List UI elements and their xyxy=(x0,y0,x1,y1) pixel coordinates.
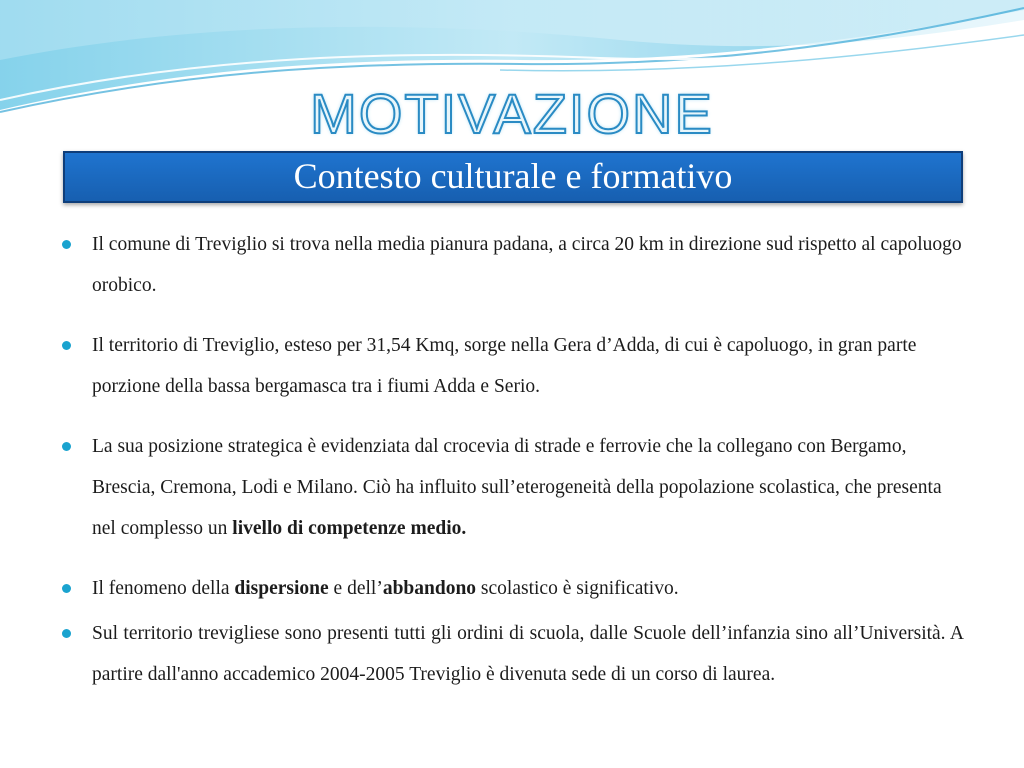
bullet-dot-icon xyxy=(62,584,71,593)
bullet-item xyxy=(62,568,964,609)
bullet-item xyxy=(62,613,964,695)
bullet-item xyxy=(62,325,964,407)
bullet-bold-text: livello di competenze medio. xyxy=(232,518,467,539)
bullet-bold-text: dispersione xyxy=(234,578,329,599)
bullet-bold-text: abbandono xyxy=(382,578,477,599)
bullet-text: La sua posizione strategica è evidenziata dal crocevia di strade e ferrovie che la collegano con Bergamo, Brescia, Cremona, Lodi e Milano. Ciò ha influito sull’eterogeneità della popolazione scolastica, che presenta nel complesso un xyxy=(92,436,942,539)
bullet-text: Il fenomeno della xyxy=(92,578,235,599)
bullet-list xyxy=(62,224,964,695)
bullet-text: e dell’ xyxy=(328,578,383,599)
subtitle-banner xyxy=(63,151,963,203)
bullet-dot-icon xyxy=(62,240,71,249)
bullet-text: scolastico è significativo. xyxy=(476,578,679,599)
bullet-dot-icon xyxy=(62,442,71,451)
subtitle-text: Contesto culturale e formativo xyxy=(293,156,733,196)
slide-title: MOTIVAZIONE xyxy=(310,82,714,145)
bullet-item xyxy=(62,426,964,549)
bullet-item xyxy=(62,224,964,306)
bullet-dot-icon xyxy=(62,341,71,350)
bullet-text: Il territorio di Treviglio, esteso per 31,54 Kmq, sorge nella Gera d’Adda, di cui è capoluogo, in gran parte porzione della bassa bergamasca tra i fiumi Adda e Serio. xyxy=(92,335,917,397)
bullet-text: Sul territorio trevigliese sono presenti tutti gli ordini di scuola, dalle Scuole dell’infanzia sino all’Università. A partire dall'anno accademico 2004-2005 Treviglio è divenuta sede di un corso di laurea. xyxy=(92,623,964,685)
bullet-dot-icon xyxy=(62,629,71,638)
bullet-text: Il comune di Treviglio si trova nella media pianura padana, a circa 20 km in direzione sud rispetto al capoluogo orobico. xyxy=(92,234,962,296)
